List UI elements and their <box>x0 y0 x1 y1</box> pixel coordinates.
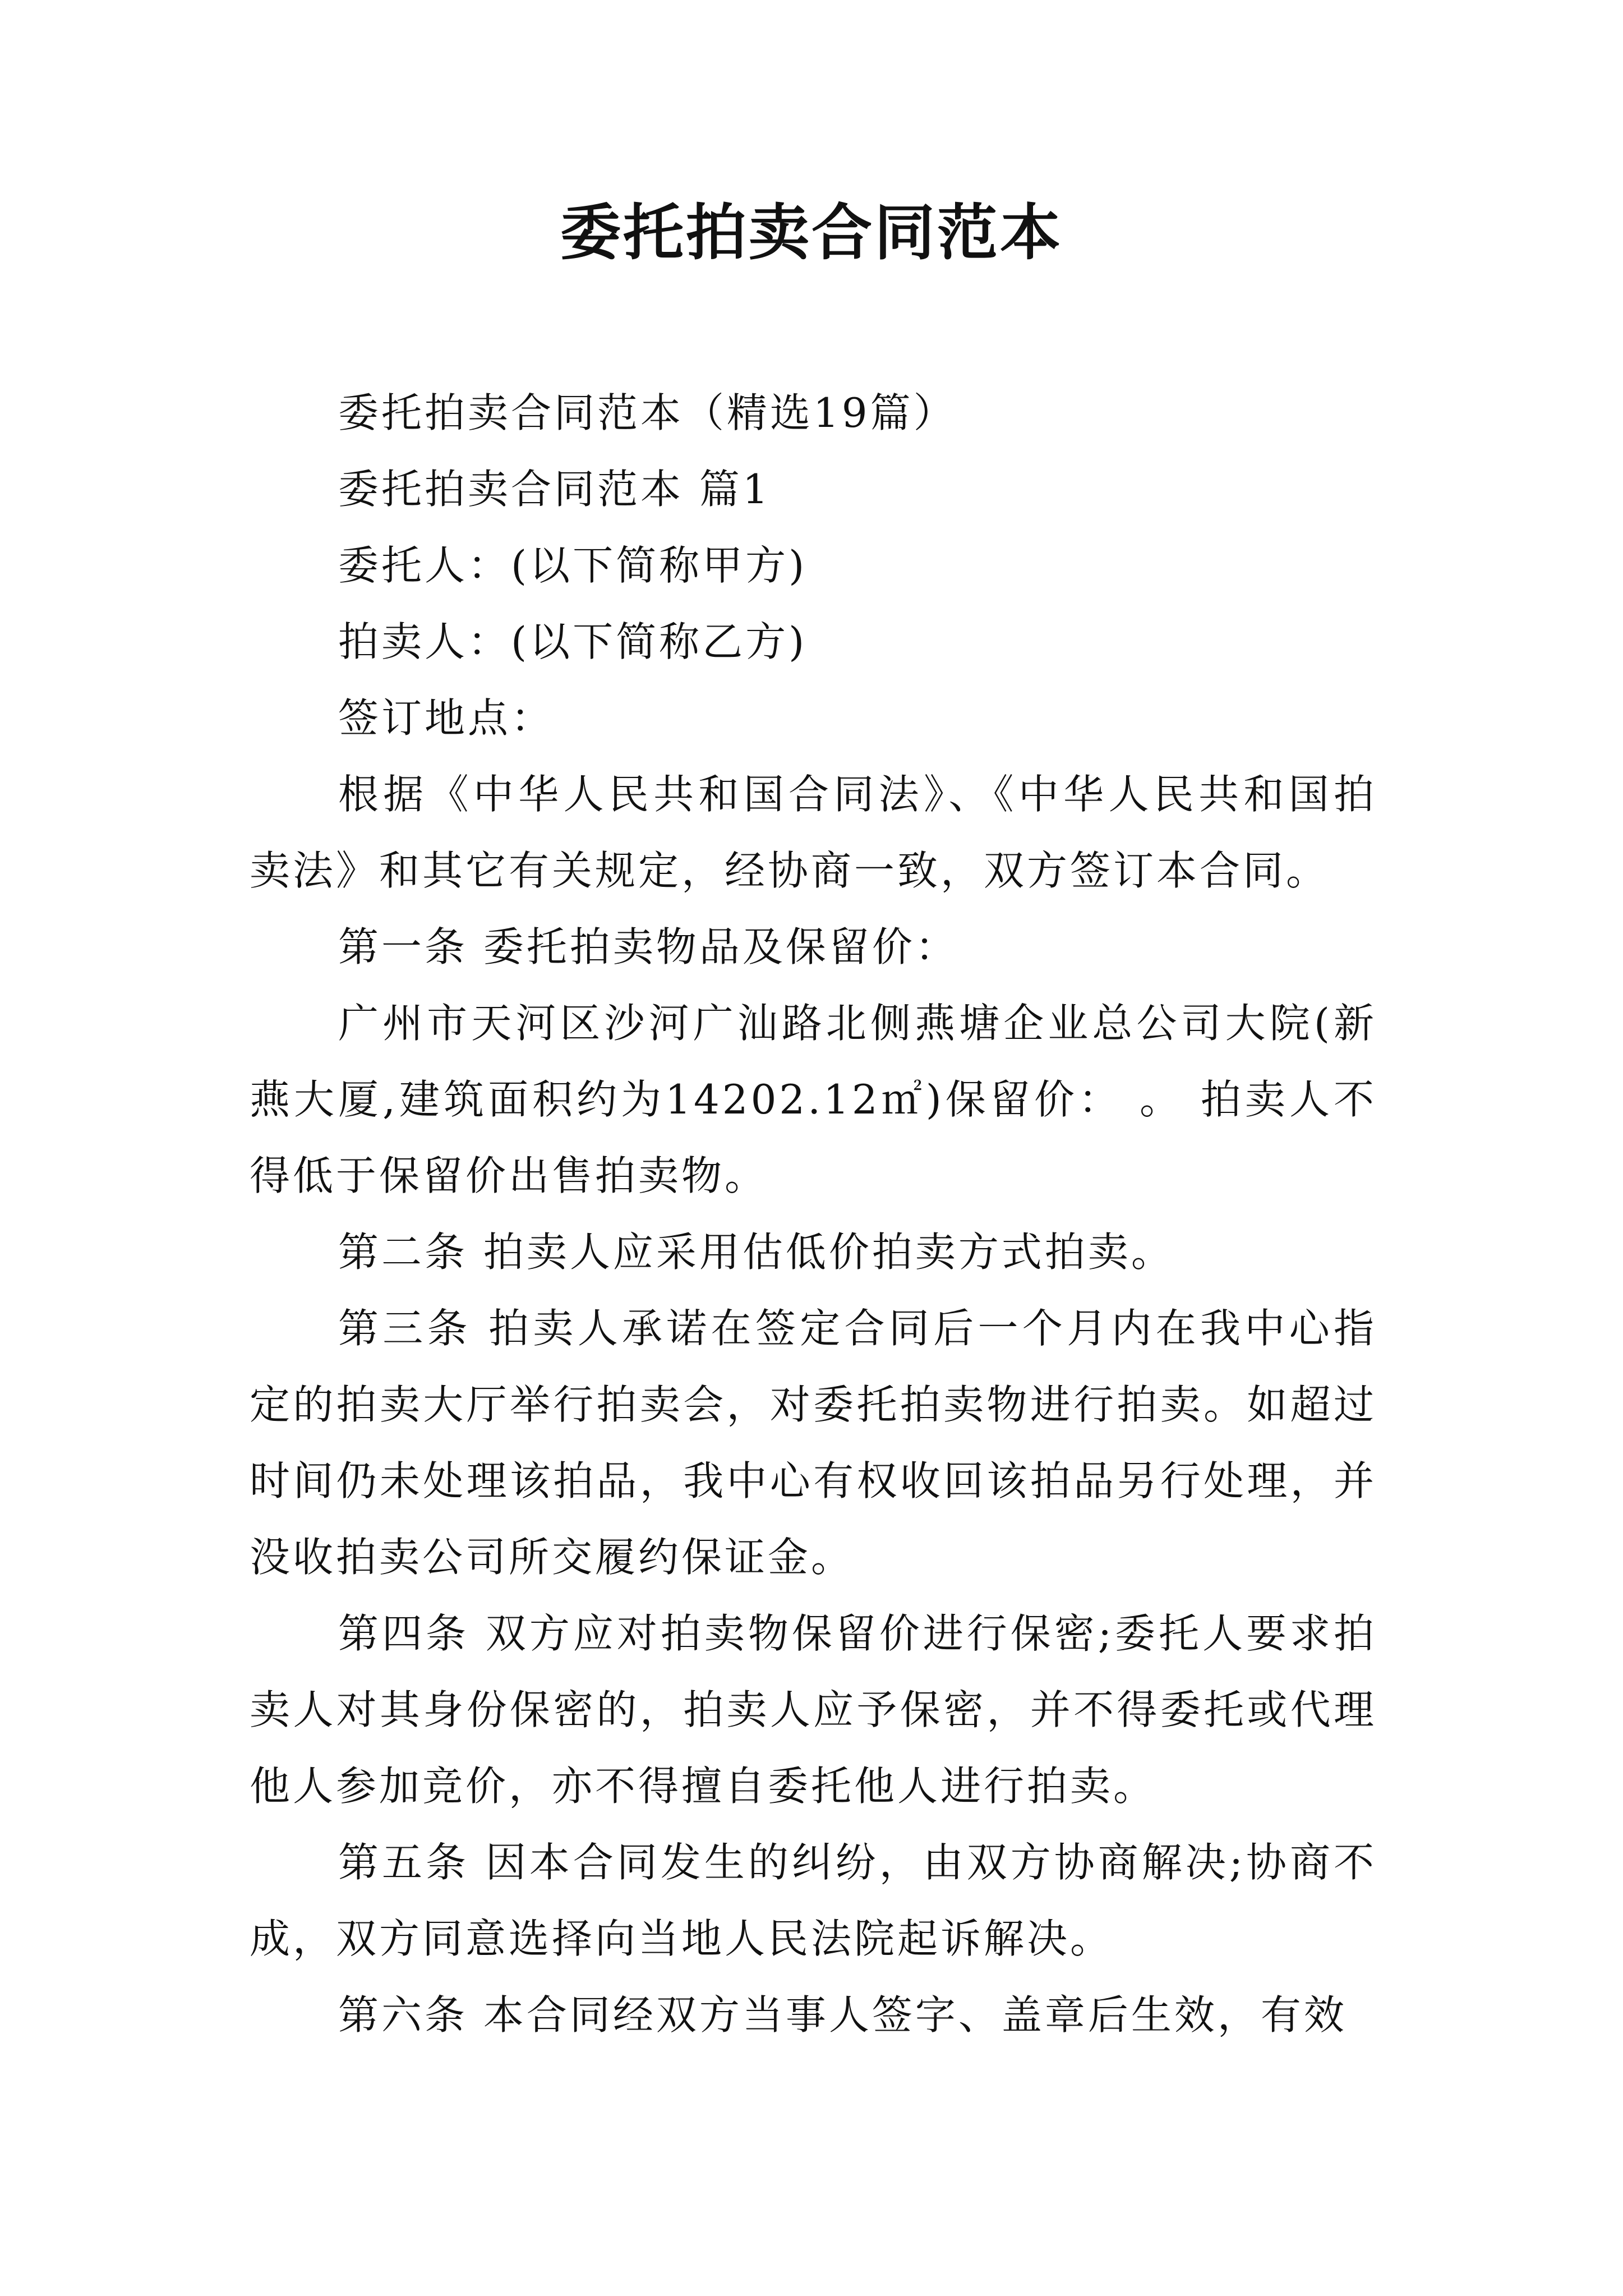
paragraph-signing-place: 签订地点： <box>338 694 555 742</box>
document-body <box>250 375 1377 2053</box>
paragraph-article-4: 第四条 双方应对拍卖物保留价进行保密;委托人要求拍卖人对其身份保密的，拍卖人应予保密，并不得委托或代理他人参加竞价，亦不得擅自委托他人进行拍卖。 <box>250 1610 1377 1810</box>
paragraph-party-b: 拍卖人：(以下简称乙方) <box>338 618 808 665</box>
paragraph-preamble: 根据《中华人民共和国合同法》、《中华人民共和国拍卖法》和其它有关规定，经协商一致，双方签订本合同。 <box>250 771 1377 894</box>
paragraph-article-6: 第六条 本合同经双方当事人签字、盖章后生效，有效 <box>338 1991 1347 2039</box>
paragraph-article-2: 第二条 拍卖人应采用估低价拍卖方式拍卖。 <box>338 1228 1174 1276</box>
paragraph-article-1: 第一条 委托拍卖物品及保留价： <box>338 923 958 970</box>
document-title: 委托拍卖合同范本 <box>560 197 1063 268</box>
paragraph-section-heading: 委托拍卖合同范本 篇1 <box>338 466 771 513</box>
paragraph-party-a: 委托人：(以下简称甲方) <box>338 542 808 589</box>
paragraph-article-5: 第五条 因本合同发生的纠纷，由双方协商解决;协商不成，双方同意选择向当地人民法院起诉解决。 <box>250 1839 1377 1962</box>
paragraph-subtitle: 委托拍卖合同范本（精选19篇） <box>338 389 957 436</box>
paragraph-article-3: 第三条 拍卖人承诺在签定合同后一个月内在我中心指定的拍卖大厅举行拍卖会，对委托拍卖物进行拍卖。如超过时间仍未处理该拍品，我中心有权收回该拍品另行处理，并没收拍卖公司所交履约保证金。 <box>250 1305 1377 1581</box>
paragraph-article-1-detail: 广州市天河区沙河广汕路北侧燕塘企业总公司大院(新燕大厦,建筑面积约为14202.12㎡)保留价： 。 拍卖人不得低于保留价出售拍卖物。 <box>250 1000 1377 1199</box>
